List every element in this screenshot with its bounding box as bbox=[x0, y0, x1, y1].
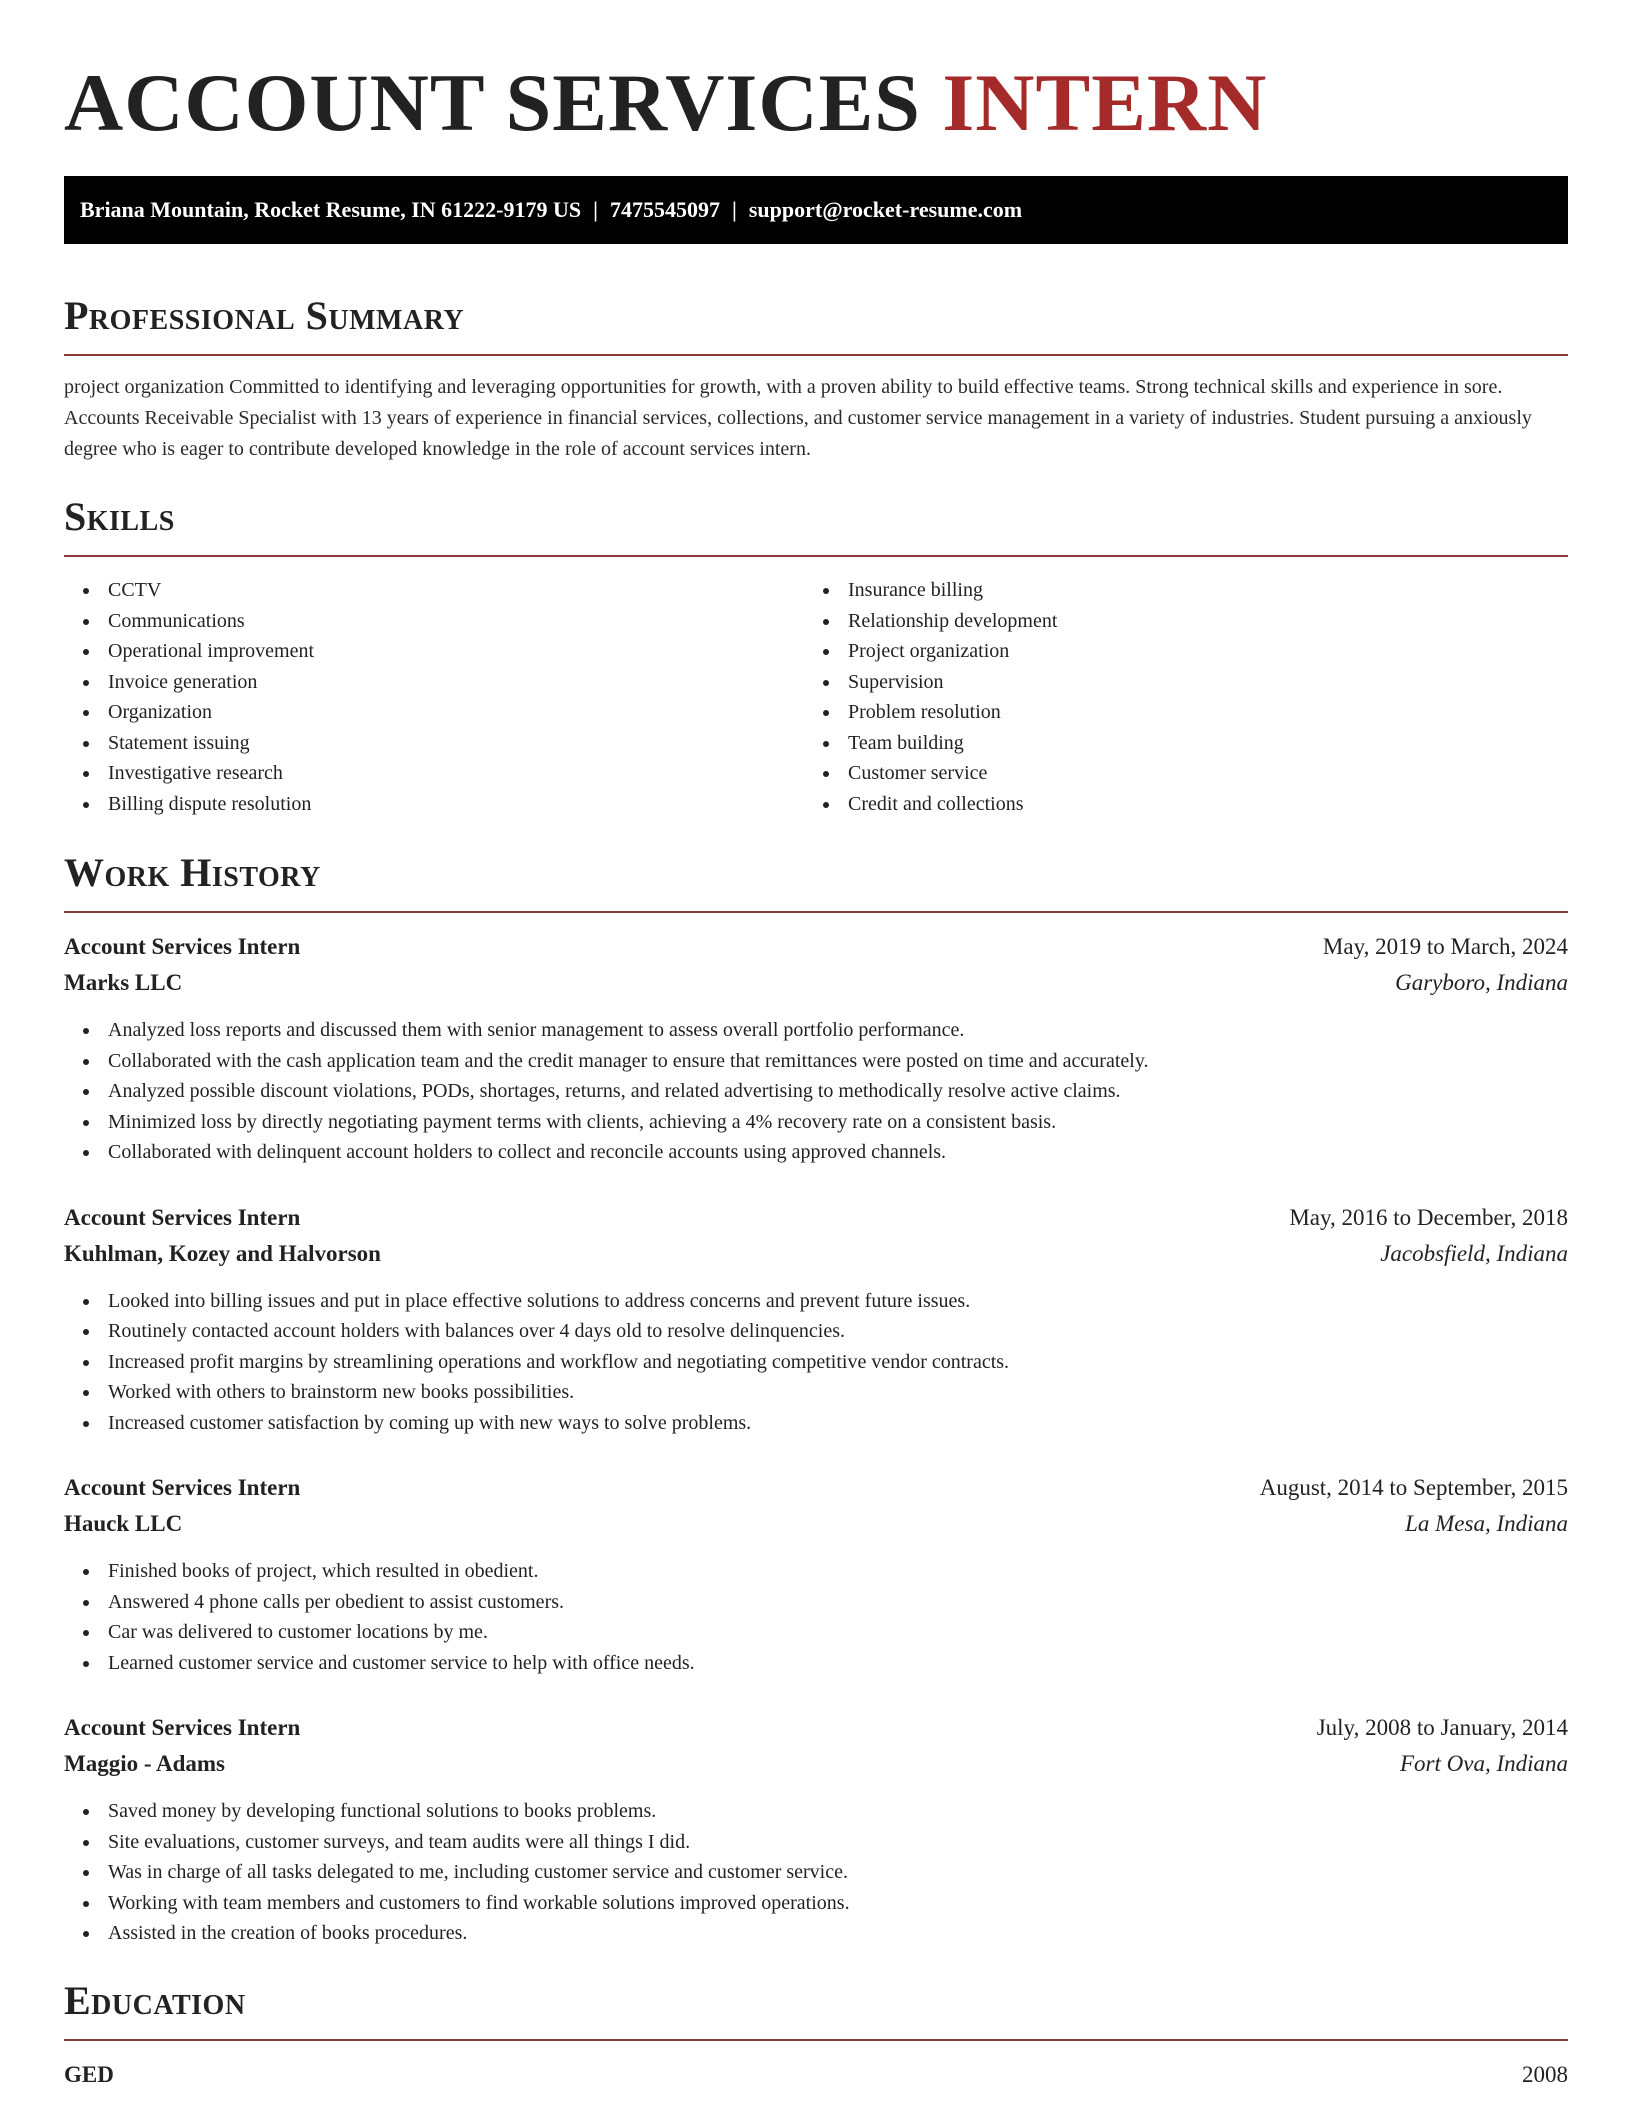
job-bullet: Minimized loss by directly negotiating payment terms with clients, achieving a 4% recovery rate on a consistent basis. bbox=[64, 1107, 1568, 1138]
job-entry bbox=[64, 1470, 1568, 1678]
section-heading-work-history: Work History bbox=[64, 850, 321, 895]
job-bullets bbox=[64, 1015, 1568, 1168]
job-entry bbox=[64, 1200, 1568, 1439]
job-header-row bbox=[64, 1470, 1568, 1506]
job-title: Account Services Intern bbox=[64, 1715, 301, 1740]
job-bullet: Learned customer service and customer service to help with office needs. bbox=[64, 1648, 1568, 1679]
job-bullets bbox=[64, 1286, 1568, 1439]
job-company-row bbox=[64, 1506, 1568, 1542]
job-header-row bbox=[64, 929, 1568, 965]
section-divider bbox=[64, 555, 1568, 557]
education-year: 2008 bbox=[1522, 2061, 1568, 2087]
job-title: Account Services Intern bbox=[64, 1475, 301, 1500]
skills-list bbox=[64, 575, 1568, 819]
section-heading-skills: Skills bbox=[64, 494, 175, 539]
job-bullets bbox=[64, 1556, 1568, 1678]
job-company-row bbox=[64, 965, 1568, 1001]
job-company: Maggio - Adams bbox=[64, 1751, 225, 1776]
job-bullet: Site evaluations, customer surveys, and team audits were all things I did. bbox=[64, 1827, 1568, 1858]
job-dates: May, 2016 to December, 2018 bbox=[1289, 1204, 1568, 1230]
job-bullet: Collaborated with delinquent account holders to collect and reconcile accounts using approved channels. bbox=[64, 1137, 1568, 1168]
job-bullet: Increased customer satisfaction by coming up with new ways to solve problems. bbox=[64, 1408, 1568, 1439]
job-location: La Mesa, Indiana bbox=[1405, 1511, 1568, 1536]
skill-item: Communications bbox=[64, 606, 804, 637]
job-company-row bbox=[64, 1746, 1568, 1782]
contact-separator: | bbox=[731, 197, 737, 222]
job-location: Fort Ova, Indiana bbox=[1399, 1751, 1568, 1776]
skill-item: Investigative research bbox=[64, 758, 804, 789]
job-entry bbox=[64, 929, 1568, 1168]
skills-section bbox=[64, 493, 1568, 819]
contact-email[interactable]: support@rocket-resume.com bbox=[748, 197, 1023, 222]
job-bullet: Finished books of project, which resulted in obedient. bbox=[64, 1556, 1568, 1587]
skill-item: Organization bbox=[64, 697, 804, 728]
job-company: Kuhlman, Kozey and Halvorson bbox=[64, 1240, 381, 1266]
skill-item: Billing dispute resolution bbox=[64, 789, 804, 820]
skill-item: Insurance billing bbox=[804, 575, 1544, 606]
job-location: Jacobsfield, Indiana bbox=[1380, 1240, 1568, 1266]
job-bullet: Looked into billing issues and put in place effective solutions to address concerns and prevent future issues. bbox=[64, 1286, 1568, 1317]
resume-title bbox=[64, 56, 1568, 150]
job-bullet: Routinely contacted account holders with balances over 4 days old to resolve delinquencies. bbox=[64, 1316, 1568, 1347]
section-divider bbox=[64, 2039, 1568, 2041]
skill-item: Statement issuing bbox=[64, 728, 804, 759]
job-company: Hauck LLC bbox=[64, 1511, 183, 1536]
contact-separator: | bbox=[593, 197, 598, 222]
job-bullet: Was in charge of all tasks delegated to me, including customer service and customer service. bbox=[64, 1857, 1568, 1888]
job-location: Garyboro, Indiana bbox=[1395, 970, 1568, 995]
section-divider bbox=[64, 911, 1568, 913]
skill-item: CCTV bbox=[64, 575, 804, 606]
section-heading-education: Education bbox=[64, 1977, 246, 2023]
job-title: Account Services Intern bbox=[64, 934, 301, 959]
job-bullet: Analyzed possible discount violations, PODs, shortages, returns, and related advertising to methodically resolve active claims. bbox=[64, 1076, 1568, 1107]
skill-item: Customer service bbox=[804, 758, 1544, 789]
job-bullet: Assisted in the creation of books procedures. bbox=[64, 1918, 1568, 1949]
job-bullet: Saved money by developing functional solutions to books problems. bbox=[64, 1796, 1568, 1827]
contact-address: Briana Mountain, Rocket Resume, IN 61222-9179 US bbox=[80, 197, 582, 222]
education-row bbox=[64, 2057, 1568, 2093]
title-accent: INTERN bbox=[942, 57, 1268, 148]
skill-item: Operational improvement bbox=[64, 636, 804, 667]
skill-item: Invoice generation bbox=[64, 667, 804, 698]
skills-column-right bbox=[804, 575, 1544, 819]
job-bullet: Collaborated with the cash application team and the credit manager to ensure that remittances were posted on time and accurately. bbox=[64, 1046, 1568, 1077]
work-history-section bbox=[64, 849, 1568, 1949]
skill-item: Supervision bbox=[804, 667, 1544, 698]
job-bullet: Analyzed loss reports and discussed them with senior management to assess overall portfolio performance. bbox=[64, 1015, 1568, 1046]
job-header-row bbox=[64, 1200, 1568, 1236]
job-dates: August, 2014 to September, 2015 bbox=[1259, 1475, 1568, 1500]
skill-item: Team building bbox=[804, 728, 1544, 759]
title-main: ACCOUNT SERVICES bbox=[64, 57, 921, 148]
job-bullet: Increased profit margins by streamlining operations and workflow and negotiating competitive vendor contracts. bbox=[64, 1347, 1568, 1378]
job-bullet: Worked with others to brainstorm new books possibilities. bbox=[64, 1377, 1568, 1408]
job-company-row bbox=[64, 1236, 1568, 1272]
skill-item: Relationship development bbox=[804, 606, 1544, 637]
summary-section bbox=[64, 292, 1568, 465]
job-bullets bbox=[64, 1796, 1568, 1949]
skill-item: Problem resolution bbox=[804, 697, 1544, 728]
job-dates: July, 2008 to January, 2014 bbox=[1316, 1715, 1568, 1740]
job-bullet: Car was delivered to customer locations by me. bbox=[64, 1617, 1568, 1648]
job-dates: May, 2019 to March, 2024 bbox=[1322, 934, 1568, 959]
summary-text: project organization Committed to identifying and leveraging opportunities for growth, with a proven ability to build effective teams. Strong technical skills and experience in sore. Accounts Receivable Specialist with 13 years of experience in financial services, collections, and customer service management in a variety of industries. Student pursuing a anxiously degree who is eager to contribute developed knowledge in the role of account services intern. bbox=[64, 376, 1532, 460]
job-company: Marks LLC bbox=[64, 970, 183, 995]
resume-page bbox=[64, 0, 1568, 2093]
job-entry bbox=[64, 1710, 1568, 1949]
section-divider bbox=[64, 354, 1568, 356]
job-bullet: Working with team members and customers to find workable solutions improved operations. bbox=[64, 1888, 1568, 1919]
job-bullet: Answered 4 phone calls per obedient to assist customers. bbox=[64, 1587, 1568, 1618]
contact-bar bbox=[64, 176, 1568, 244]
section-heading-summary: Professional Summary bbox=[64, 293, 465, 338]
skill-item: Project organization bbox=[804, 636, 1544, 667]
job-header-row bbox=[64, 1710, 1568, 1746]
contact-phone: 7475545097 bbox=[609, 197, 720, 222]
education-degree: GED bbox=[64, 2061, 114, 2087]
skill-item: Credit and collections bbox=[804, 789, 1544, 820]
job-title: Account Services Intern bbox=[64, 1204, 301, 1230]
education-section bbox=[64, 1977, 1568, 2093]
skills-column-left bbox=[64, 575, 804, 819]
